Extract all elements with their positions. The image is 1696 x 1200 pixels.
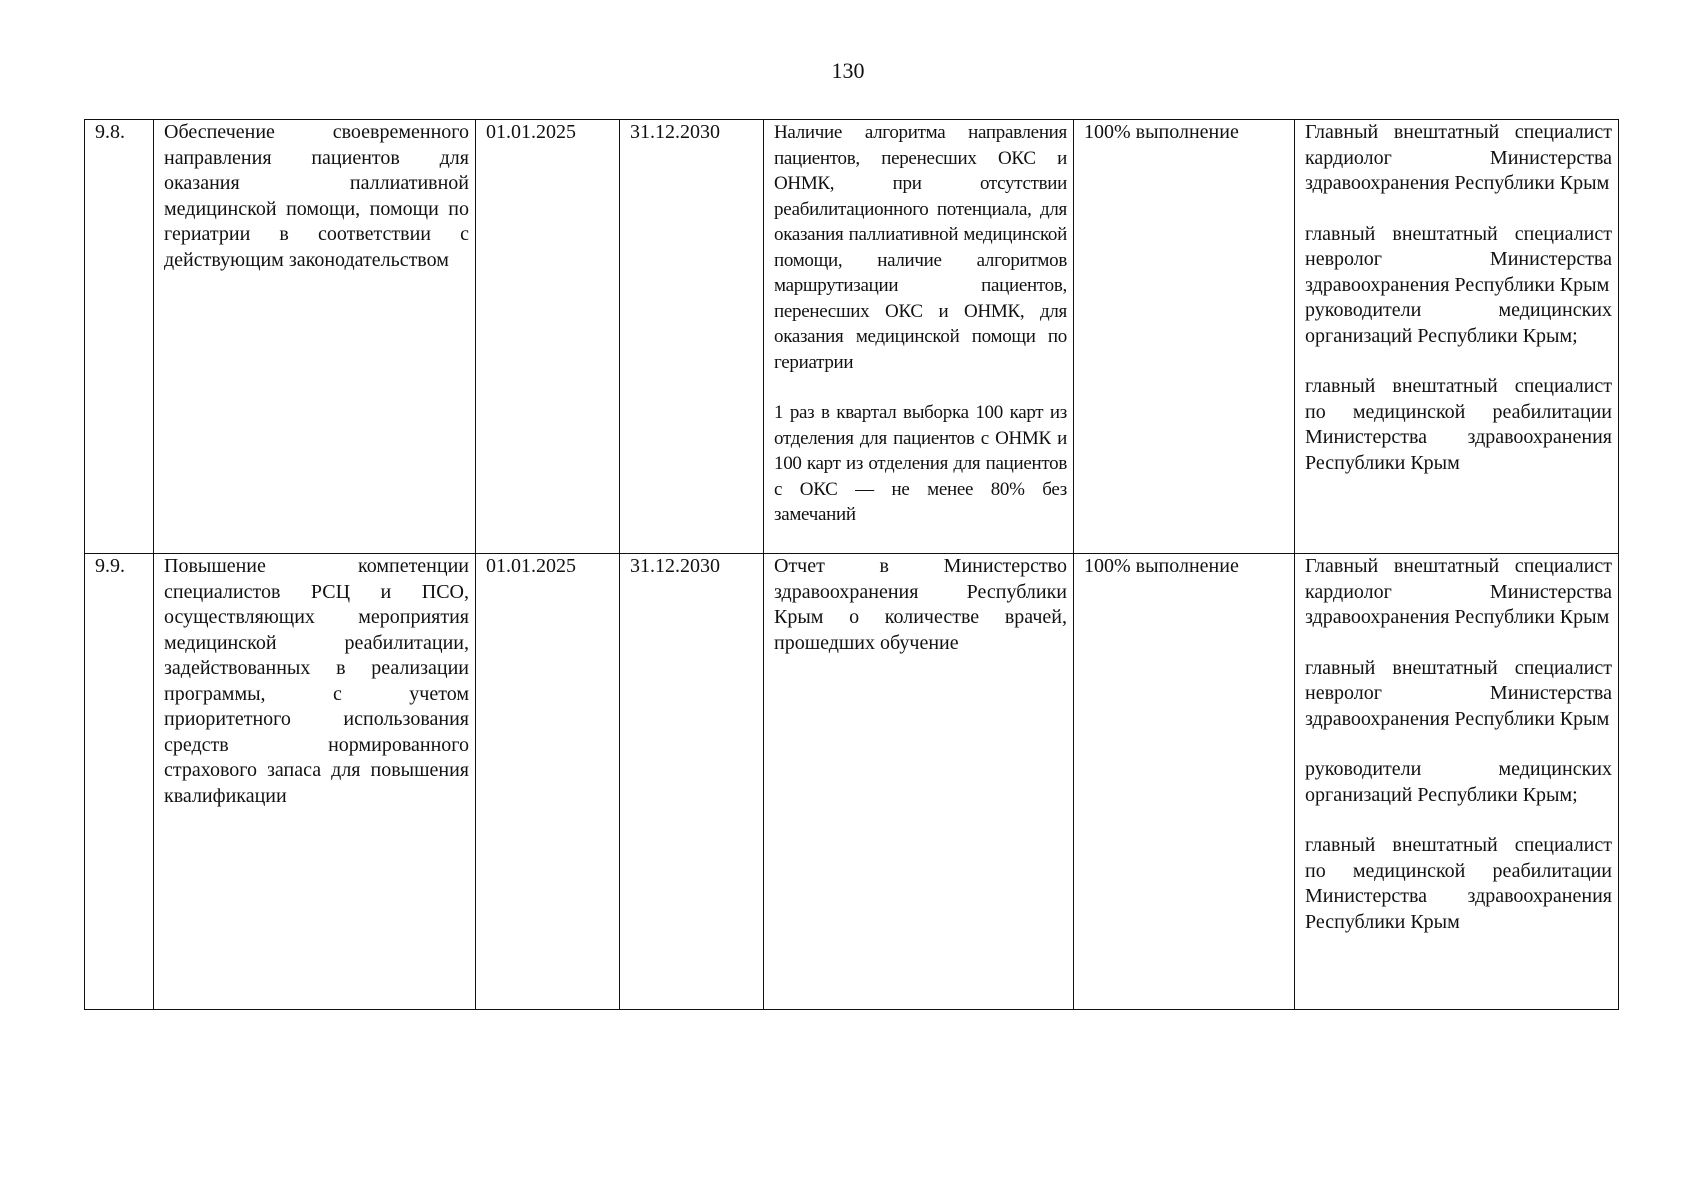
responsible-text: руководители медицинских организаций Республики Крым;: [1305, 299, 1612, 347]
indicator-text: 1 раз в квартал выборка 100 карт из отделения для пациентов с ОНМК и 100 карт из отделения для пациентов с ОКС — не менее 80% без замечаний: [774, 402, 1067, 525]
measures-table: [84, 119, 1619, 1010]
start-date: 01.01.2025: [486, 121, 576, 143]
start-date: 01.01.2025: [486, 555, 576, 577]
end-date-cell: [620, 120, 764, 554]
indicator-text: Наличие алгоритма направления пациентов, перенесших ОКС и ОНМК, при отсутствии реабилитационного потенциала, для оказания паллиативной медицинской помощи, наличие алгоритмов маршрутизации пациентов, перенесших ОКС и ОНМК, для оказания медицинской помощи по гериатрии: [774, 122, 1067, 373]
responsible-text: главный внештатный специалист по медицинской реабилитации Министерства здравоохранения Республики Крым: [1305, 375, 1612, 474]
start-date-cell: [476, 120, 620, 554]
indicator-cell: [764, 120, 1074, 554]
item-number-cell: [85, 554, 154, 1010]
indicator-cell: [764, 554, 1074, 1010]
event-text: Обеспечение своевременного направления пациентов для оказания паллиативной медицинской помощи, помощи по гериатрии в соответствии с действующим законодательством: [164, 121, 469, 271]
responsible-cell: [1295, 120, 1619, 554]
responsible-text: Главный внештатный специалист кардиолог Министерства здравоохранения Республики Крым: [1305, 121, 1612, 194]
responsible-text: главный внештатный специалист по медицинской реабилитации Министерства здравоохранения Республики Крым: [1305, 834, 1612, 933]
result-text: 100% выполнение: [1084, 555, 1239, 577]
indicator-text: Отчет в Министерство здравоохранения Республики Крым о количестве врачей, прошедших обучение: [774, 555, 1067, 654]
item-number: 9.9.: [95, 555, 125, 577]
end-date-cell: [620, 554, 764, 1010]
event-cell: [154, 120, 476, 554]
result-cell: [1074, 554, 1295, 1010]
page-number: 130: [831, 58, 865, 83]
table-row: [85, 120, 1619, 554]
start-date-cell: [476, 554, 620, 1010]
table-row: [85, 554, 1619, 1010]
item-number-cell: [85, 120, 154, 554]
event-cell: [154, 554, 476, 1010]
event-text: Повышение компетенции специалистов РСЦ и ПСО, осуществляющих мероприятия медицинской реабилитации, задействованных в реализации программы, с учетом приоритетного использования средств нормированного страхового запаса для повышения квалификации: [164, 555, 469, 807]
responsible-cell: [1295, 554, 1619, 1010]
end-date: 31.12.2030: [630, 121, 720, 143]
result-text: 100% выполнение: [1084, 121, 1239, 143]
item-number: 9.8.: [95, 121, 125, 143]
responsible-text: главный внештатный специалист невролог Министерства здравоохранения Республики Крым: [1305, 656, 1612, 730]
result-cell: [1074, 120, 1295, 554]
responsible-text: руководители медицинских организаций Республики Крым;: [1305, 758, 1612, 806]
responsible-text: главный внештатный специалист невролог Министерства здравоохранения Республики Крым: [1305, 222, 1612, 296]
responsible-text: Главный внештатный специалист кардиолог Министерства здравоохранения Республики Крым: [1305, 555, 1612, 628]
end-date: 31.12.2030: [630, 555, 720, 577]
